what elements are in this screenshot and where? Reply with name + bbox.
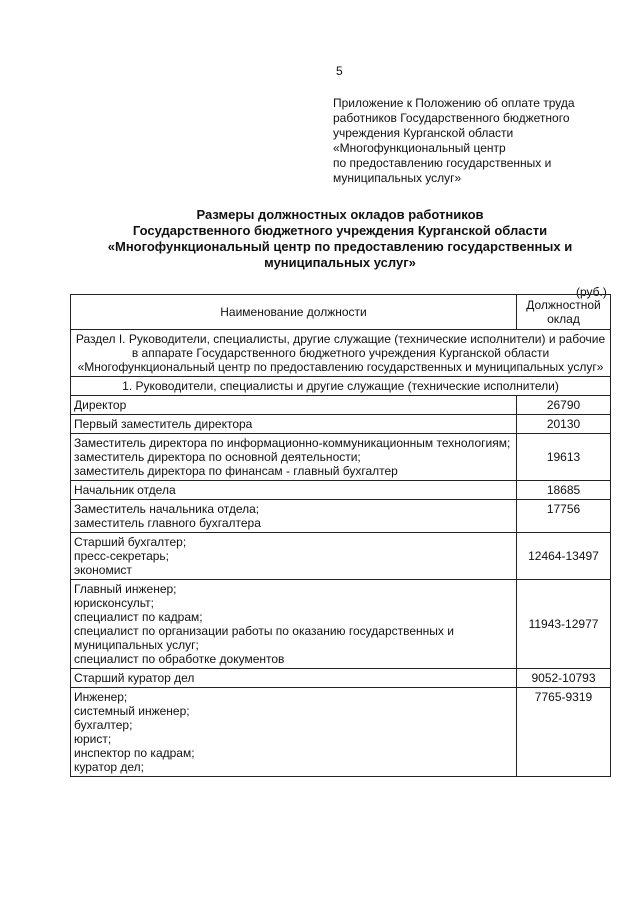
title-line: Государственного бюджетного учреждения Курганской области	[132, 223, 548, 238]
title-line: Размеры должностных окладов работников	[196, 207, 484, 222]
salary-value: 18685	[517, 481, 611, 500]
table-row	[71, 533, 611, 580]
position-name: юрисконсульт;	[74, 596, 154, 610]
position-name: системный инженер;	[74, 704, 190, 718]
table-row	[71, 481, 611, 500]
position-name: Первый заместитель директора	[74, 417, 253, 431]
position-name: Инженер;	[74, 690, 128, 704]
position-cell	[71, 669, 517, 688]
salary-value: 17756	[517, 500, 611, 533]
header-salary: Должностной оклад	[517, 295, 611, 330]
position-name: Главный инженер;	[74, 582, 177, 596]
document-title	[70, 207, 610, 271]
table-row	[71, 415, 611, 434]
position-name: бухгалтер;	[74, 718, 133, 732]
appendix-note	[333, 96, 623, 186]
salary-value: 19613	[517, 434, 611, 481]
title-line: муниципальных услуг»	[264, 255, 416, 270]
position-name: Старший бухгалтер;	[74, 535, 187, 549]
header-position-name: Наименование должности	[71, 295, 517, 330]
appendix-line: муниципальных услуг»	[333, 171, 462, 185]
position-name: Заместитель директора по информационно-коммуникационным технологиям;	[74, 436, 511, 450]
position-name: заместитель директора по финансам - главный бухгалтер	[74, 464, 398, 478]
position-cell	[71, 481, 517, 500]
appendix-line: работников Государственного бюджетного	[333, 111, 570, 125]
table-row	[71, 500, 611, 533]
position-cell	[71, 688, 517, 777]
salary-table	[70, 294, 611, 777]
position-name: Старший куратор дел	[74, 671, 195, 685]
table-row	[71, 580, 611, 669]
page-number: 5	[336, 64, 343, 78]
position-name: Директор	[74, 398, 127, 412]
subsection-row	[71, 377, 611, 396]
position-cell	[71, 580, 517, 669]
section-title: Раздел I. Руководители, специалисты, другие служащие (технические исполнители) и рабочие в аппарате Государственного бюджетного учреждения Курганской области «Многофункциональный центр по предоставлению государственных и муниципальных услуг»	[71, 330, 611, 377]
position-cell	[71, 533, 517, 580]
position-name: экономист	[74, 563, 132, 577]
currency-note: (руб.)	[576, 285, 607, 299]
position-cell	[71, 500, 517, 533]
appendix-line: по предоставлению государственных и	[333, 156, 552, 170]
table-header-row	[71, 295, 611, 330]
position-name: заместитель главного бухгалтера	[74, 516, 261, 530]
position-name: куратор дел;	[74, 760, 144, 774]
table-row	[71, 688, 611, 777]
salary-value: 12464-13497	[517, 533, 611, 580]
position-name: заместитель директора по основной деятельности;	[74, 450, 361, 464]
position-name: инспектор по кадрам;	[74, 746, 195, 760]
appendix-line: «Многофункциональный центр	[333, 141, 506, 155]
table-row	[71, 396, 611, 415]
appendix-line: Приложение к Положению об оплате труда	[333, 96, 575, 110]
position-name: юрист;	[74, 732, 112, 746]
position-name: пресс-секретарь;	[74, 549, 170, 563]
position-cell	[71, 434, 517, 481]
appendix-line: учреждения Курганской области	[333, 126, 514, 140]
position-name: Заместитель начальника отдела;	[74, 502, 260, 516]
table-row	[71, 669, 611, 688]
salary-value: 9052-10793	[517, 669, 611, 688]
position-cell	[71, 396, 517, 415]
table-row	[71, 434, 611, 481]
salary-value: 11943-12977	[517, 580, 611, 669]
position-name: Начальник отдела	[74, 483, 176, 497]
position-name: специалист по организации работы по оказанию государственных и муниципальных услуг;	[74, 624, 454, 652]
salary-value: 7765-9319	[517, 688, 611, 777]
position-name: специалист по обработке документов	[74, 652, 285, 666]
salary-value: 20130	[517, 415, 611, 434]
section-row	[71, 330, 611, 377]
position-cell	[71, 415, 517, 434]
position-name: специалист по кадрам;	[74, 610, 203, 624]
salary-value: 26790	[517, 396, 611, 415]
title-line: «Многофункциональный центр по предоставлению государственных и	[107, 239, 573, 254]
subsection-title: 1. Руководители, специалисты и другие служащие (технические исполнители)	[71, 377, 611, 396]
